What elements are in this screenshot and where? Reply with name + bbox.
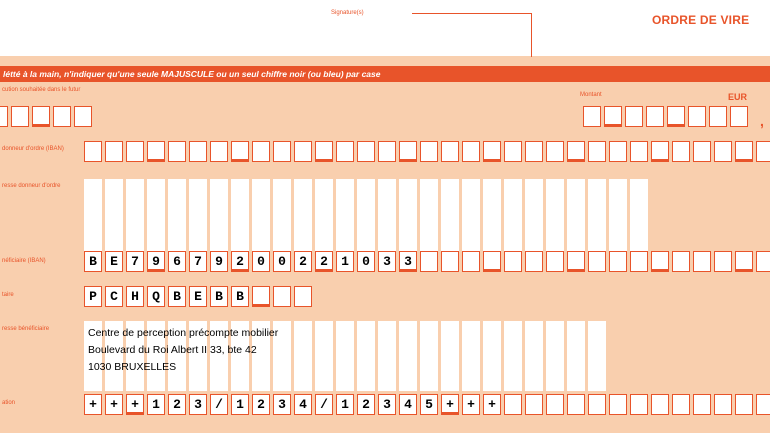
communication-box[interactable] — [609, 394, 627, 415]
address-line-3: 1030 BRUXELLES — [88, 361, 177, 373]
communication-box[interactable]: + — [462, 394, 480, 415]
execution-date-box[interactable] — [74, 106, 92, 127]
beneficiary-address-lower-column[interactable] — [441, 343, 459, 391]
communication-box[interactable]: 2 — [357, 394, 375, 415]
donor-account-box[interactable] — [756, 141, 770, 162]
amount-box[interactable] — [583, 106, 601, 127]
bic-box[interactable]: H — [126, 286, 144, 307]
communication-box[interactable]: + — [84, 394, 102, 415]
communication-box[interactable] — [567, 394, 585, 415]
donor-account-box[interactable] — [483, 141, 501, 162]
donor-account-box[interactable] — [567, 141, 585, 162]
signature-label: Signature(s) — [331, 10, 364, 16]
form-title: ORDRE DE VIRE — [652, 13, 750, 27]
communication-box[interactable]: 1 — [336, 394, 354, 415]
beneficiary-account-box[interactable] — [735, 251, 753, 272]
amount-box[interactable] — [604, 106, 622, 127]
donor-account-box[interactable] — [315, 141, 333, 162]
communication-box[interactable] — [693, 394, 711, 415]
beneficiary-address-lower-column[interactable] — [273, 343, 291, 391]
instructions-banner: létté à la main, n'indiquer qu'une seule MAJUSCULE ou un seul chiffre noir (ou bleu) par case — [0, 66, 770, 82]
donor-account-box[interactable] — [105, 141, 123, 162]
amount-box[interactable] — [625, 106, 643, 127]
signature-line-vertical — [531, 13, 532, 57]
donor-account-box[interactable] — [504, 141, 522, 162]
communication-box[interactable]: / — [315, 394, 333, 415]
donor-account-label: donneur d'ordre (IBAN) — [2, 146, 64, 152]
donor-account-box[interactable] — [651, 141, 669, 162]
bic-box[interactable]: E — [189, 286, 207, 307]
communication-box[interactable]: 3 — [189, 394, 207, 415]
amount-label: Montant — [580, 92, 602, 98]
donor-account-box[interactable] — [420, 141, 438, 162]
beneficiary-account-box[interactable] — [546, 251, 564, 272]
amount-box[interactable] — [688, 106, 706, 127]
beneficiary-account-box[interactable]: 1 — [336, 251, 354, 272]
communication-box[interactable] — [525, 394, 543, 415]
bic-box[interactable]: Q — [147, 286, 165, 307]
bic-box[interactable]: B — [168, 286, 186, 307]
communication-box[interactable] — [672, 394, 690, 415]
beneficiary-account-box[interactable] — [756, 251, 770, 272]
communication-box[interactable]: / — [210, 394, 228, 415]
beneficiary-address-lower-column[interactable] — [294, 343, 312, 391]
communication-box[interactable]: + — [126, 394, 144, 415]
donor-account-box[interactable] — [357, 141, 375, 162]
donor-account-box[interactable] — [126, 141, 144, 162]
beneficiary-account-box[interactable] — [693, 251, 711, 272]
beneficiary-account-box[interactable]: 7 — [126, 251, 144, 272]
donor-account-box[interactable] — [525, 141, 543, 162]
bic-box[interactable]: P — [84, 286, 102, 307]
beneficiary-account-box[interactable]: 9 — [210, 251, 228, 272]
execution-date-box[interactable] — [11, 106, 29, 127]
communication-box[interactable]: + — [441, 394, 459, 415]
donor-account-box[interactable] — [609, 141, 627, 162]
currency-label: EUR — [728, 92, 748, 102]
donor-account-box[interactable] — [441, 141, 459, 162]
beneficiary-account-box[interactable] — [504, 251, 522, 272]
beneficiary-address-lower-column[interactable] — [525, 343, 543, 391]
beneficiary-account-box[interactable] — [672, 251, 690, 272]
donor-account-box[interactable] — [147, 141, 165, 162]
donor-address-label: resse donneur d'ordre — [2, 183, 61, 189]
beneficiary-address-lower-column[interactable] — [420, 343, 438, 391]
communication-box[interactable]: 1 — [231, 394, 249, 415]
donor-account-box[interactable] — [168, 141, 186, 162]
beneficiary-address-lower-column[interactable] — [567, 343, 585, 391]
bic-box[interactable]: C — [105, 286, 123, 307]
communication-box[interactable]: 1 — [147, 394, 165, 415]
communication-label: ation — [2, 400, 16, 406]
bic-box[interactable] — [252, 286, 270, 307]
bic-box[interactable]: B — [231, 286, 249, 307]
beneficiary-address-lower-column[interactable] — [483, 343, 501, 391]
donor-account-box[interactable] — [252, 141, 270, 162]
communication-box[interactable]: 4 — [294, 394, 312, 415]
communication-box[interactable]: 3 — [273, 394, 291, 415]
beneficiary-address-lower-column[interactable] — [462, 343, 480, 391]
address-line-1: Centre de perception précompte mobilier — [88, 327, 279, 339]
beneficiary-address-label: resse bénéficiaire — [2, 326, 50, 332]
beneficiary-address-lower-column[interactable] — [546, 343, 564, 391]
donor-account-box[interactable] — [693, 141, 711, 162]
execution-date-box[interactable] — [53, 106, 71, 127]
communication-box[interactable]: + — [105, 394, 123, 415]
beneficiary-account-box[interactable] — [441, 251, 459, 272]
signature-line — [412, 13, 532, 14]
beneficiary-address-lower-column[interactable] — [315, 343, 333, 391]
beneficiary-account-box[interactable] — [525, 251, 543, 272]
communication-box[interactable] — [504, 394, 522, 415]
beneficiary-account-box[interactable]: 2 — [315, 251, 333, 272]
communication-box[interactable]: 2 — [168, 394, 186, 415]
beneficiary-address-lower-column[interactable] — [357, 343, 375, 391]
communication-box[interactable]: 3 — [378, 394, 396, 415]
donor-account-box[interactable] — [546, 141, 564, 162]
beneficiary-account-box[interactable]: 9 — [147, 251, 165, 272]
beneficiary-account-box[interactable] — [651, 251, 669, 272]
donor-account-box[interactable] — [588, 141, 606, 162]
beneficiary-account-box[interactable] — [630, 251, 648, 272]
amount-box[interactable] — [667, 106, 685, 127]
beneficiary-account-box[interactable] — [420, 251, 438, 272]
beneficiary-account-box[interactable] — [588, 251, 606, 272]
beneficiary-account-box[interactable] — [714, 251, 732, 272]
donor-account-box[interactable] — [210, 141, 228, 162]
beneficiary-account-box[interactable] — [609, 251, 627, 272]
donor-account-box[interactable] — [273, 141, 291, 162]
execution-date-box[interactable] — [32, 106, 50, 127]
communication-box[interactable] — [546, 394, 564, 415]
decimal-separator: , — [760, 113, 764, 129]
beneficiary-account-box[interactable] — [483, 251, 501, 272]
communication-box[interactable]: 5 — [420, 394, 438, 415]
communication-box[interactable]: + — [483, 394, 501, 415]
execution-date-box[interactable] — [0, 106, 8, 127]
beneficiary-account-box[interactable] — [462, 251, 480, 272]
beneficiary-address-lower-column[interactable] — [399, 343, 417, 391]
beneficiary-account-box[interactable]: E — [105, 251, 123, 272]
communication-box[interactable]: 2 — [252, 394, 270, 415]
donor-account-box[interactable] — [336, 141, 354, 162]
beneficiary-account-box[interactable] — [567, 251, 585, 272]
beneficiary-account-box[interactable]: B — [84, 251, 102, 272]
beneficiary-account-box[interactable]: 0 — [252, 251, 270, 272]
communication-box[interactable] — [651, 394, 669, 415]
beneficiary-account-box[interactable]: 2 — [294, 251, 312, 272]
donor-account-box[interactable] — [378, 141, 396, 162]
donor-account-box[interactable] — [294, 141, 312, 162]
beneficiary-account-box[interactable]: 2 — [231, 251, 249, 272]
communication-box[interactable] — [756, 394, 770, 415]
beneficiary-account-box[interactable]: 0 — [273, 251, 291, 272]
communication-box[interactable]: 4 — [399, 394, 417, 415]
execution-date-label: cution souhaitée dans le futur — [2, 87, 81, 93]
address-line-2: Boulevard du Roi Albert II 33, bte 42 — [88, 344, 257, 356]
beneficiary-account-label: néficiaire (IBAN) — [2, 258, 46, 264]
bic-box[interactable]: B — [210, 286, 228, 307]
bic-box[interactable] — [294, 286, 312, 307]
communication-box[interactable] — [714, 394, 732, 415]
donor-account-box[interactable] — [399, 141, 417, 162]
communication-box[interactable] — [630, 394, 648, 415]
beneficiary-account-box[interactable]: 0 — [357, 251, 375, 272]
beneficiary-address-lower-column[interactable] — [504, 343, 522, 391]
amount-box[interactable] — [646, 106, 664, 127]
beneficiary-account-box[interactable]: 3 — [399, 251, 417, 272]
beneficiary-account-box[interactable]: 7 — [189, 251, 207, 272]
donor-account-box[interactable] — [189, 141, 207, 162]
donor-account-box[interactable] — [630, 141, 648, 162]
donor-account-box[interactable] — [735, 141, 753, 162]
donor-account-box[interactable] — [84, 141, 102, 162]
donor-account-box[interactable] — [714, 141, 732, 162]
beneficiary-address-lower-column[interactable] — [336, 343, 354, 391]
donor-account-box[interactable] — [672, 141, 690, 162]
bic-label: taire — [2, 292, 14, 298]
communication-box[interactable] — [735, 394, 753, 415]
amount-box[interactable] — [730, 106, 748, 127]
amount-box[interactable] — [709, 106, 727, 127]
communication-box[interactable] — [588, 394, 606, 415]
bic-box[interactable] — [273, 286, 291, 307]
donor-account-box[interactable] — [231, 141, 249, 162]
donor-account-box[interactable] — [462, 141, 480, 162]
beneficiary-address-lower-column[interactable] — [588, 343, 606, 391]
beneficiary-account-box[interactable]: 6 — [168, 251, 186, 272]
beneficiary-account-box[interactable]: 3 — [378, 251, 396, 272]
beneficiary-address-lower-column[interactable] — [378, 343, 396, 391]
